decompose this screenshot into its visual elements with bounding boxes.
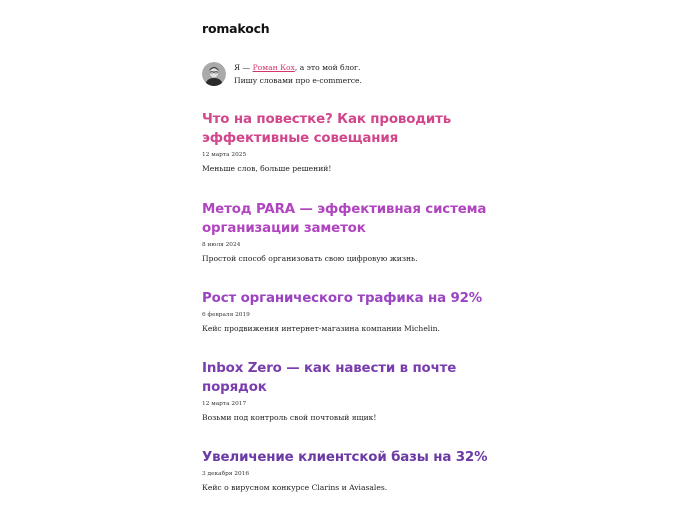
site-title-link[interactable]: romakoch — [202, 21, 270, 36]
bio-line-2: Пишу словами про e-commerce. — [234, 76, 362, 85]
post-item — [202, 289, 492, 334]
post-description: Простой способ организовать свою цифровую жизнь. — [202, 254, 418, 263]
post-title-link[interactable]: Увеличение клиентской базы на 32% — [202, 450, 488, 465]
post-title-link[interactable]: Что на повестке? Как проводить эффективные совещания — [202, 112, 452, 146]
author-name-link[interactable]: Роман Кох — [252, 63, 295, 72]
post-description: Кейс продвижения интернет-магазина компании Michelin. — [202, 324, 440, 333]
post-description: Кейс о вирусном конкурсе Clarins и Aviasales. — [202, 483, 388, 492]
post-date: 12 марта 2017 — [202, 401, 247, 407]
post-description: Меньше слов, больше решений! — [202, 164, 332, 173]
post-date: 8 июля 2024 — [202, 242, 241, 248]
post-date: 12 марта 2025 — [202, 152, 247, 158]
post-title-link[interactable]: Метод PARA — эффективная система организации заметок — [202, 202, 487, 236]
bio-text — [234, 61, 362, 87]
post-item — [202, 110, 492, 174]
post-title-link[interactable]: Inbox Zero — как навести в почте порядок — [202, 361, 457, 395]
post-date: 3 декабря 2016 — [202, 471, 250, 477]
post-description: Возьми под контроль свой почтовый ящик! — [202, 413, 377, 422]
post-date: 6 февраля 2019 — [202, 312, 250, 318]
post-item — [202, 448, 492, 493]
post-title-link[interactable]: Рост органического трафика на 92% — [202, 291, 483, 306]
author-bio — [202, 61, 362, 87]
post-item — [202, 200, 492, 264]
bio-line-1: Я — Роман Кох, а это мой блог. — [234, 63, 361, 72]
avatar — [202, 62, 226, 86]
post-item — [202, 359, 492, 423]
